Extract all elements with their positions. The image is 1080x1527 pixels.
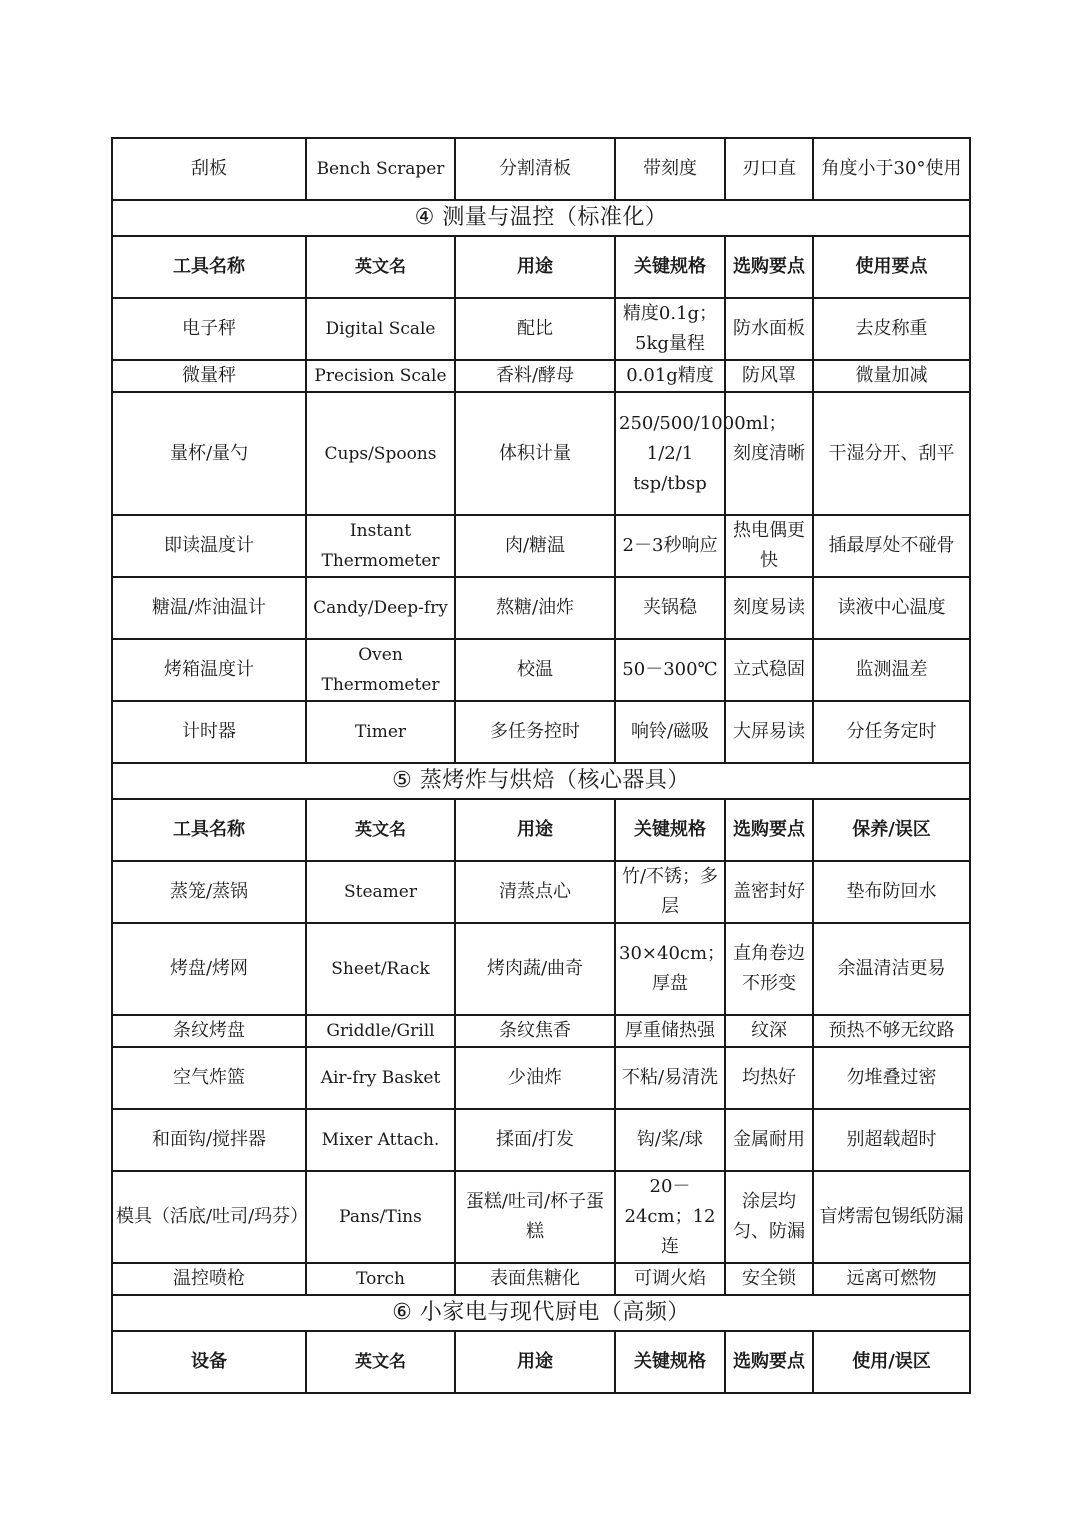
- cell-spec: 不粘/易清洗: [615, 1047, 725, 1109]
- cell-english: Air-fry Basket: [306, 1047, 455, 1109]
- cell-english: Precision Scale: [306, 360, 455, 392]
- header-buy: 选购要点: [725, 236, 813, 298]
- header-spec: 关键规格: [615, 799, 725, 861]
- cell-buy: 涂层均匀、防漏: [725, 1171, 813, 1263]
- table-row: [112, 1047, 970, 1109]
- cell-spec: 可调火焰: [615, 1263, 725, 1295]
- section-title-row: [112, 1295, 970, 1331]
- cell-spec: 20－24cm；12连: [615, 1171, 725, 1263]
- header-use: 用途: [455, 236, 615, 298]
- cell-name: 烤盘/烤网: [112, 923, 306, 1015]
- cell-use: 多任务控时: [455, 701, 615, 763]
- cell-use: 体积计量: [455, 392, 615, 515]
- cell-tips: 垫布防回水: [813, 861, 970, 923]
- header-row: [112, 1331, 970, 1393]
- cell-use: 分割清板: [455, 138, 615, 200]
- cell-english: Candy/Deep-fry: [306, 577, 455, 639]
- header-name: 设备: [112, 1331, 306, 1393]
- table-row: [112, 639, 970, 701]
- header-english: 英文名: [306, 236, 455, 298]
- cell-name: 微量秤: [112, 360, 306, 392]
- cell-tips: 勿堆叠过密: [813, 1047, 970, 1109]
- cell-name: 即读温度计: [112, 515, 306, 577]
- table-row: [112, 360, 970, 392]
- cell-buy: 热电偶更快: [725, 515, 813, 577]
- cell-use: 表面焦糖化: [455, 1263, 615, 1295]
- cell-use: 蛋糕/吐司/杯子蛋糕: [455, 1171, 615, 1263]
- table-row: [112, 298, 970, 360]
- table-row: [112, 138, 970, 200]
- cell-use: 配比: [455, 298, 615, 360]
- cell-name: 量杯/量勺: [112, 392, 306, 515]
- header-row: [112, 799, 970, 861]
- header-spec: 关键规格: [615, 236, 725, 298]
- cell-name: 蒸笼/蒸锅: [112, 861, 306, 923]
- table-row: [112, 861, 970, 923]
- cell-name: 电子秤: [112, 298, 306, 360]
- cell-use: 少油炸: [455, 1047, 615, 1109]
- header-buy: 选购要点: [725, 799, 813, 861]
- cell-name: 温控喷枪: [112, 1263, 306, 1295]
- cell-english: Griddle/Grill: [306, 1015, 455, 1047]
- cell-name: 烤箱温度计: [112, 639, 306, 701]
- cell-english: Instant Thermometer: [306, 515, 455, 577]
- cell-name: 和面钩/搅拌器: [112, 1109, 306, 1171]
- cell-spec: 竹/不锈；多层: [615, 861, 725, 923]
- cell-buy: 安全锁: [725, 1263, 813, 1295]
- header-use: 用途: [455, 1331, 615, 1393]
- cell-spec: 钩/桨/球: [615, 1109, 725, 1171]
- section-title-row: [112, 200, 970, 236]
- cell-tips: 分任务定时: [813, 701, 970, 763]
- cell-buy: 刃口直: [725, 138, 813, 200]
- header-english: 英文名: [306, 1331, 455, 1393]
- table-row: [112, 515, 970, 577]
- cell-use: 条纹焦香: [455, 1015, 615, 1047]
- cell-buy: 刻度易读: [725, 577, 813, 639]
- cell-spec: 夹锅稳: [615, 577, 725, 639]
- cell-tips: 去皮称重: [813, 298, 970, 360]
- section-title-row: [112, 763, 970, 799]
- header-spec: 关键规格: [615, 1331, 725, 1393]
- cell-english: Torch: [306, 1263, 455, 1295]
- cell-english: Timer: [306, 701, 455, 763]
- cell-tips: 盲烤需包锡纸防漏: [813, 1171, 970, 1263]
- cell-spec: 精度0.1g；5kg量程: [615, 298, 725, 360]
- cell-tips: 预热不够无纹路: [813, 1015, 970, 1047]
- kitchen-tools-table: [111, 137, 971, 1394]
- header-name: 工具名称: [112, 799, 306, 861]
- cell-english: Oven Thermometer: [306, 639, 455, 701]
- cell-english: Mixer Attach.: [306, 1109, 455, 1171]
- table-row: [112, 1263, 970, 1295]
- cell-english: Cups/Spoons: [306, 392, 455, 515]
- table-row: [112, 923, 970, 1015]
- cell-tips: 插最厚处不碰骨: [813, 515, 970, 577]
- header-english: 英文名: [306, 799, 455, 861]
- cell-english: Pans/Tins: [306, 1171, 455, 1263]
- header-use: 用途: [455, 799, 615, 861]
- cell-buy: 立式稳固: [725, 639, 813, 701]
- cell-spec: 带刻度: [615, 138, 725, 200]
- section-title: ⑤ 蒸烤炸与烘焙（核心器具）: [112, 763, 970, 799]
- cell-spec: 50－300℃: [615, 639, 725, 701]
- cell-name: 条纹烤盘: [112, 1015, 306, 1047]
- table-row: [112, 701, 970, 763]
- table-row: [112, 392, 970, 515]
- cell-tips: 监测温差: [813, 639, 970, 701]
- cell-tips: 角度小于30°使用: [813, 138, 970, 200]
- cell-spec: 250/500/1000ml；1/2/1 tsp/tbsp: [615, 392, 725, 515]
- cell-buy: 均热好: [725, 1047, 813, 1109]
- cell-tips: 干湿分开、刮平: [813, 392, 970, 515]
- header-tips: 使用/误区: [813, 1331, 970, 1393]
- header-row: [112, 236, 970, 298]
- cell-name: 糖温/炸油温计: [112, 577, 306, 639]
- cell-english: Digital Scale: [306, 298, 455, 360]
- cell-tips: 别超载超时: [813, 1109, 970, 1171]
- cell-spec: 0.01g精度: [615, 360, 725, 392]
- cell-english: Steamer: [306, 861, 455, 923]
- cell-buy: 大屏易读: [725, 701, 813, 763]
- cell-name: 空气炸篮: [112, 1047, 306, 1109]
- cell-name: 模具（活底/吐司/玛芬）: [112, 1171, 306, 1263]
- cell-spec: 厚重储热强: [615, 1015, 725, 1047]
- cell-tips: 读液中心温度: [813, 577, 970, 639]
- header-tips: 保养/误区: [813, 799, 970, 861]
- cell-buy: 防风罩: [725, 360, 813, 392]
- cell-use: 香料/酵母: [455, 360, 615, 392]
- cell-buy: 金属耐用: [725, 1109, 813, 1171]
- cell-buy: 刻度清晰: [725, 392, 813, 515]
- cell-tips: 余温清洁更易: [813, 923, 970, 1015]
- cell-use: 校温: [455, 639, 615, 701]
- cell-use: 烤肉蔬/曲奇: [455, 923, 615, 1015]
- cell-tips: 远离可燃物: [813, 1263, 970, 1295]
- section-title: ⑥ 小家电与现代厨电（高频）: [112, 1295, 970, 1331]
- cell-english: Sheet/Rack: [306, 923, 455, 1015]
- table-row: [112, 577, 970, 639]
- cell-spec: 响铃/磁吸: [615, 701, 725, 763]
- cell-use: 揉面/打发: [455, 1109, 615, 1171]
- cell-name: 计时器: [112, 701, 306, 763]
- cell-buy: 直角卷边不形变: [725, 923, 813, 1015]
- cell-use: 肉/糖温: [455, 515, 615, 577]
- cell-spec: 30×40cm；厚盘: [615, 923, 725, 1015]
- cell-use: 熬糖/油炸: [455, 577, 615, 639]
- header-tips: 使用要点: [813, 236, 970, 298]
- table-row: [112, 1015, 970, 1047]
- cell-buy: 防水面板: [725, 298, 813, 360]
- section-title: ④ 测量与温控（标准化）: [112, 200, 970, 236]
- cell-spec: 2－3秒响应: [615, 515, 725, 577]
- cell-buy: 纹深: [725, 1015, 813, 1047]
- header-buy: 选购要点: [725, 1331, 813, 1393]
- cell-english: Bench Scraper: [306, 138, 455, 200]
- cell-buy: 盖密封好: [725, 861, 813, 923]
- cell-name: 刮板: [112, 138, 306, 200]
- cell-tips: 微量加减: [813, 360, 970, 392]
- cell-use: 清蒸点心: [455, 861, 615, 923]
- header-name: 工具名称: [112, 236, 306, 298]
- table-row: [112, 1171, 970, 1263]
- table-row: [112, 1109, 970, 1171]
